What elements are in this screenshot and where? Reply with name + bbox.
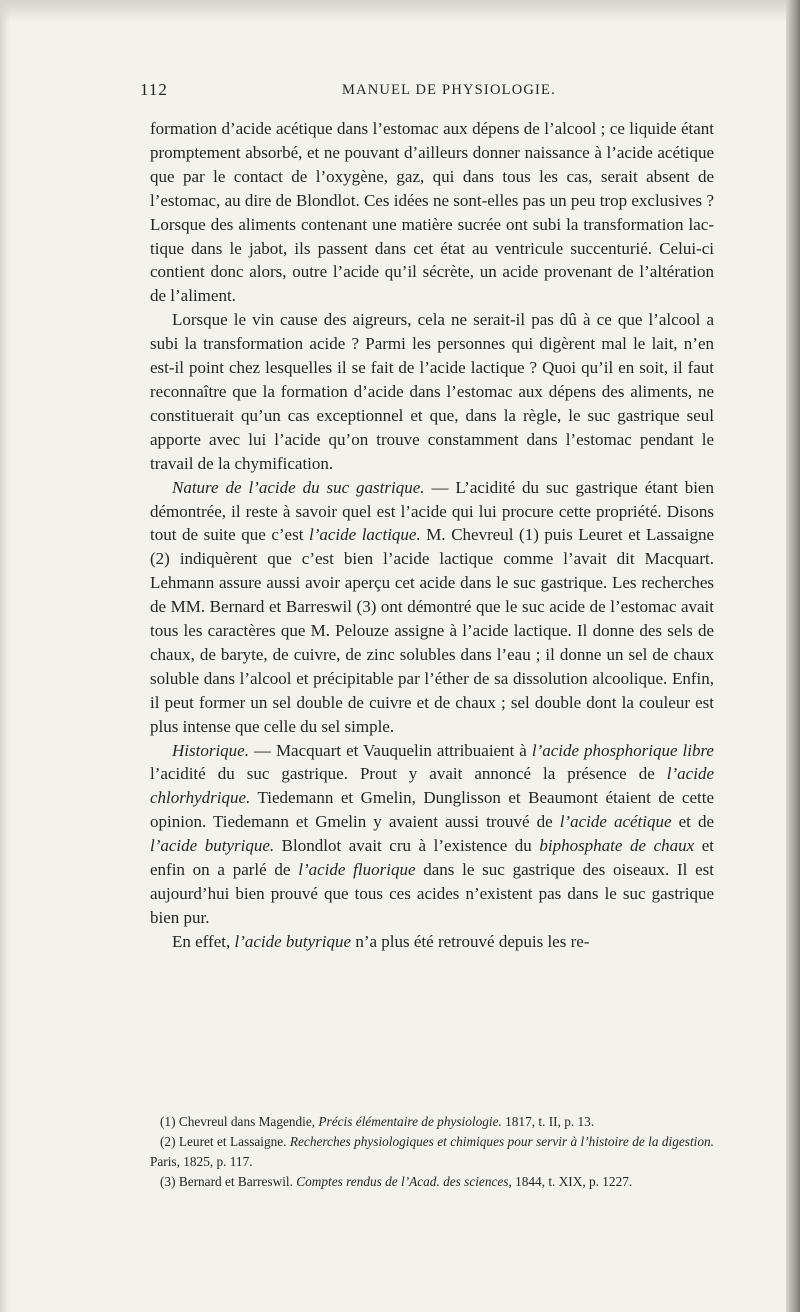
footnote-title: Recherches physiologiques et chimiques pour servir à l’histoire de la digestion. [289, 1133, 714, 1149]
paragraph-text: — L’acidité du suc gastrique étant bien démontrée, il reste à savoir quel est l’acide qui lui procure cette propriété. Disons tout de suite que c’est [150, 477, 714, 545]
footnote-2 [150, 1132, 714, 1172]
footnote-1 [150, 1112, 714, 1132]
running-head: MANUEL DE PHYSIOLOGIE. [342, 82, 556, 98]
paragraph-historique [150, 739, 714, 930]
emphasis-text: biphosphate de chaux [539, 836, 695, 856]
emphasis-text: l’acide butyrique [234, 931, 352, 951]
page-top-shadow [0, 0, 788, 22]
section-title-historique: Historique. [172, 740, 249, 760]
emphasis-text: l’acide butyrique. [150, 836, 275, 856]
page-number: 112 [140, 80, 168, 99]
paragraph-text: — Macquart et Vauquelin attribuaient à [248, 740, 532, 760]
paragraph-text: M. Chevreul (1) puis Leuret et Lassaigne (2) indiquèrent que c’est bien l’acide lactique comme l’avait dit Macquart. Lehmann assure aussi avoir aperçu cet acide dans le suc gastrique. Les recherches de MM. Bernard et Barreswil (3) ont démontré que le suc acide de l’estomac avait tous les caractères que M. Pelouze assigne à l’acide lactique. Il donne des sels de chaux, de baryte, de cuivre, de zinc solubles dans l’eau ; il donne un sel de chaux soluble dans l’alcool et précipitable par l’éther de sa dissolution alcoolique. Enfin, il peut former un sel double de cuivre et de chaux ; sel double dont la couleur est plus intense que celle du sel simple. [150, 525, 714, 736]
emphasis-text: l’acide chlorhydrique. [150, 764, 714, 808]
footnote-title: Comptes rendus de l’Acad. des sciences, [296, 1173, 512, 1189]
page-left-shadow [0, 0, 10, 1312]
footnote-3 [150, 1172, 714, 1192]
emphasis-text: l’acide phosphorique libre [531, 740, 714, 760]
footnote-text: Paris, 1825, p. 117. [150, 1153, 253, 1169]
footnote-title: Précis élémentaire de physiologie. [318, 1114, 502, 1129]
paragraph-text: dans le suc gastrique des oiseaux. Il est aujourd’hui bien prouvé que tous ces acides n’existent pas dans le suc gastrique bien pur. [150, 860, 715, 927]
paragraph-1: formation d’acide acétique dans l’estomac aux dépens de l’alcool ; ce liquide étant promptement absorbé, et ne pouvant d’ailleurs donner naissance à l’acide acétique que par le contact de l’oxygène, gaz, qui dans tous les cas, serait absent de l’estomac, au dire de Blondlot. Ces idées ne sont-elles pas un peu trop exclusives ? Lorsque des aliments contenant une matière sucrée ont subi la transformation lactique dans le jabot, ils passent dans cet état au ventricule succenturié. Celui-ci contient donc alors, outre l’acide qu’il sécrète, un acide provenant de l’altération de l’aliment. [150, 119, 714, 306]
emphasis-text: l’acide lactique. [308, 525, 421, 545]
footnote-text: (3) Bernard et Barreswil. [160, 1173, 297, 1189]
book-edge-shadow [786, 0, 800, 1312]
footnote-text: (1) Chevreul dans Magendie, [160, 1114, 319, 1129]
paragraph-2: Lorsque le vin cause des aigreurs, cela ne serait-il pas dû à ce que l’alcool a subi la transformation acide ? Parmi les personnes qui digèrent mal le lait, n’en est-il point chez lesquelles il se fait de l’acide lactique ? Quoi qu’il en soit, il faut reconnaître que la formation d’acide dans l’estomac aux dépens des aliments, ne constituerait qu’un cas exceptionnel et que, dans la règle, le suc gastrique seul apporte avec lui l’acide qu’on trouve constamment dans l’estomac pendant le travail de la chymification. [150, 310, 714, 473]
page-header [140, 80, 720, 110]
section-title-nature: Nature de l’acide du suc gastrique. [172, 477, 425, 497]
paragraph-text: l’acidité du suc gastrique. Prout y avait annoncé la présence de [150, 764, 667, 784]
paragraph-5 [150, 930, 714, 954]
paragraph-text: et de [671, 812, 714, 832]
footnote-text: 1844, t. XIX, p. 1227. [511, 1173, 633, 1189]
emphasis-text: l’acide acétique [559, 812, 672, 832]
paragraph-text: Blondlot avait cru à l’existence du [274, 836, 540, 856]
paragraph-text: n’a plus été retrouvé depuis les re- [351, 931, 590, 951]
paragraph-nature-acide [150, 476, 714, 739]
footnotes [150, 1112, 714, 1192]
footnote-text: 1817, t. II, p. 13. [501, 1114, 595, 1129]
footnote-text: (2) Leuret et Lassaigne. [160, 1133, 290, 1149]
body-text [150, 117, 714, 954]
paragraph-text: Tiedemann et Gmelin, Dunglisson et Beaumont étaient de cette opinion. Tiedemann et Gmelin y avaient aussi trouvé de [150, 788, 714, 832]
emphasis-text: l’acide fluorique [298, 860, 416, 880]
paragraph-text: et enfin on a parlé de [150, 836, 714, 880]
paragraph-text: En effet, [172, 931, 235, 951]
